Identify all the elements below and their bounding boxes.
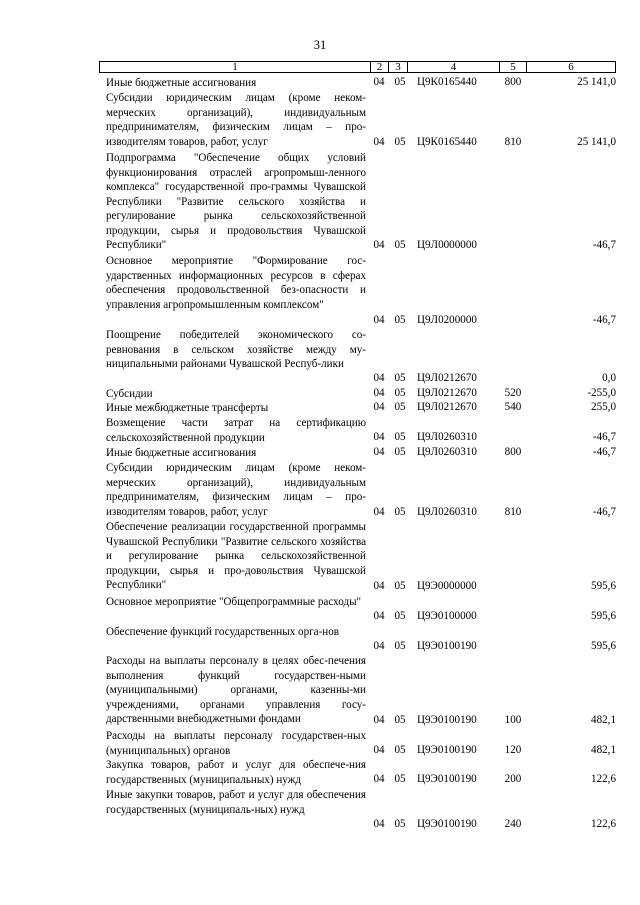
row-section: 04 <box>373 76 385 88</box>
row-target-code: Ц9Л0260310 <box>417 506 477 518</box>
row-name: Субсидии юридическим лицам (кроме неком-мерческих организаций), индивидуальным предпринимателям, физическим лицам – про-изводителям товаров, работ, услуг <box>106 92 366 148</box>
row-section: 04 <box>373 431 385 443</box>
header-col-3: 3 <box>388 62 407 72</box>
row-expense-type: 540 <box>504 401 522 413</box>
row-target-code: Ц9Л0260310 <box>417 431 477 443</box>
row-section: 04 <box>373 387 385 399</box>
row-target-code: Ц9Л0212670 <box>417 372 477 384</box>
row-section: 04 <box>373 372 385 384</box>
row-expense-type: 800 <box>504 446 522 458</box>
row-subsection: 05 <box>394 610 406 622</box>
row-target-code: Ц9Л0260310 <box>417 446 477 458</box>
row-name: Подпрограмма "Обеспечение общих условий функционирования отраслей агропромыш-ленного комплекса" государственной про-граммы Чувашской Республики "Развитие сельского хозяйства и регулирование рынка сельскохозяйственной продукции, сырья и продовольствия Чувашской Республики" <box>106 152 366 251</box>
row-expense-type: 800 <box>504 76 522 88</box>
row-name: Возмещение части затрат на сертификацию сельскохозяйственной продукции <box>106 417 366 444</box>
row-subsection: 05 <box>394 580 406 592</box>
row-target-code: Ц9К0165440 <box>417 136 477 148</box>
row-subsection: 05 <box>394 446 406 458</box>
row-name: Основное мероприятие "Общепрограммные расходы" <box>106 596 362 608</box>
row-target-code: Ц9К0165440 <box>417 76 477 88</box>
row-expense-type: 120 <box>504 744 522 756</box>
row-name: Расходы на выплаты персоналу государствен-ных (муниципальных) органов <box>106 730 366 757</box>
row-target-code: Ц9Л0212670 <box>417 401 477 413</box>
row-section: 04 <box>373 773 385 785</box>
header-col-4: 4 <box>407 62 499 72</box>
row-section: 04 <box>373 446 385 458</box>
row-amount: 595,6 <box>591 640 616 652</box>
row-name: Обеспечение функций государственных орга-нов <box>106 626 340 638</box>
row-section: 04 <box>373 314 385 326</box>
row-subsection: 05 <box>394 136 406 148</box>
table-header <box>99 61 616 73</box>
row-section: 04 <box>373 640 385 652</box>
row-amount: 25 141,0 <box>577 76 616 88</box>
row-name: Иные межбюджетные трансферты <box>106 402 269 414</box>
row-name: Основное мероприятие "Формирование гос-ударственных информационных ресурсов в сферах обеспечения продовольственной без-опасности и управления агропромышленным комплексом" <box>106 255 366 311</box>
row-amount: -46,7 <box>592 431 616 443</box>
row-name: Субсидии <box>106 388 153 400</box>
row-section: 04 <box>373 580 385 592</box>
row-target-code: Ц9Л0212670 <box>417 387 477 399</box>
row-target-code: Ц9Э0100190 <box>417 744 477 756</box>
row-name: Расходы на выплаты персоналу в целях обес-печения выполнения функций государствен-ными (муниципальными) органами, казенны-ми учреждениями, органами управления госу-дарственными внебюджетными фондами <box>106 655 366 725</box>
row-target-code: Ц9Л0000000 <box>417 239 477 251</box>
row-section: 04 <box>373 239 385 251</box>
row-target-code: Ц9Л0200000 <box>417 314 477 326</box>
row-amount: -46,7 <box>592 446 616 458</box>
row-name: Иные закупки товаров, работ и услуг для обеспечения государственных (муниципаль-ных) нужд <box>106 789 366 816</box>
header-col-6: 6 <box>526 62 615 72</box>
row-subsection: 05 <box>394 506 406 518</box>
row-section: 04 <box>373 818 385 830</box>
header-col-5: 5 <box>499 62 526 72</box>
row-target-code: Ц9Э0100000 <box>417 610 477 622</box>
row-amount: 255,0 <box>591 401 616 413</box>
row-subsection: 05 <box>394 714 406 726</box>
row-expense-type: 240 <box>504 818 522 830</box>
row-amount: 25 141,0 <box>577 136 616 148</box>
row-amount: 595,6 <box>591 610 616 622</box>
row-target-code: Ц9Э0100190 <box>417 640 477 652</box>
row-amount: -46,7 <box>592 239 616 251</box>
row-name: Поощрение победителей экономического со-ревнования в сельском хозяйстве между му-ниципальными районами Чувашской Респуб-лики <box>106 329 366 370</box>
row-subsection: 05 <box>394 387 406 399</box>
row-subsection: 05 <box>394 401 406 413</box>
row-expense-type: 810 <box>504 136 522 148</box>
row-subsection: 05 <box>394 239 406 251</box>
row-amount: 122,6 <box>591 818 616 830</box>
row-section: 04 <box>373 714 385 726</box>
row-section: 04 <box>373 610 385 622</box>
row-amount: 595,6 <box>591 580 616 592</box>
row-subsection: 05 <box>394 640 406 652</box>
row-name: Закупка товаров, работ и услуг для обеспече-ния государственных (муниципальных) нужд <box>106 759 366 786</box>
row-name: Субсидии юридическим лицам (кроме неком-мерческих организаций), индивидуальным предпринимателям, физическим лицам – про-изводителям товаров, работ, услуг <box>106 462 366 518</box>
row-expense-type: 200 <box>504 773 522 785</box>
header-col-2: 2 <box>370 62 388 72</box>
row-amount: -46,7 <box>592 506 616 518</box>
row-amount: 122,6 <box>591 773 616 785</box>
row-target-code: Ц9Э0000000 <box>417 580 477 592</box>
row-subsection: 05 <box>394 314 406 326</box>
row-name: Обеспечение реализации государственной программы Чувашской Республики "Развитие сельского хозяйства и регулирование рынка сельскохозяйственной продукции, сырья и про-довольствия Чувашской Республики" <box>106 521 366 591</box>
row-amount: 482,1 <box>591 744 616 756</box>
row-expense-type: 100 <box>504 714 522 726</box>
row-amount: -46,7 <box>592 314 616 326</box>
row-name: Иные бюджетные ассигнования <box>106 447 257 459</box>
row-expense-type: 810 <box>504 506 522 518</box>
row-section: 04 <box>373 506 385 518</box>
row-amount: 482,1 <box>591 714 616 726</box>
row-subsection: 05 <box>394 744 406 756</box>
row-section: 04 <box>373 136 385 148</box>
row-amount: -255,0 <box>587 387 616 399</box>
header-col-1: 1 <box>232 61 238 73</box>
row-name: Иные бюджетные ассигнования <box>106 77 257 89</box>
row-expense-type: 520 <box>504 387 522 399</box>
row-section: 04 <box>373 744 385 756</box>
row-target-code: Ц9Э0100190 <box>417 773 477 785</box>
row-target-code: Ц9Э0100190 <box>417 714 477 726</box>
row-subsection: 05 <box>394 431 406 443</box>
row-amount: 0,0 <box>602 372 616 384</box>
row-section: 04 <box>373 401 385 413</box>
row-subsection: 05 <box>394 372 406 384</box>
page-number: 31 <box>313 38 327 52</box>
row-target-code: Ц9Э0100190 <box>417 818 477 830</box>
row-subsection: 05 <box>394 773 406 785</box>
row-subsection: 05 <box>394 76 406 88</box>
row-subsection: 05 <box>394 818 406 830</box>
